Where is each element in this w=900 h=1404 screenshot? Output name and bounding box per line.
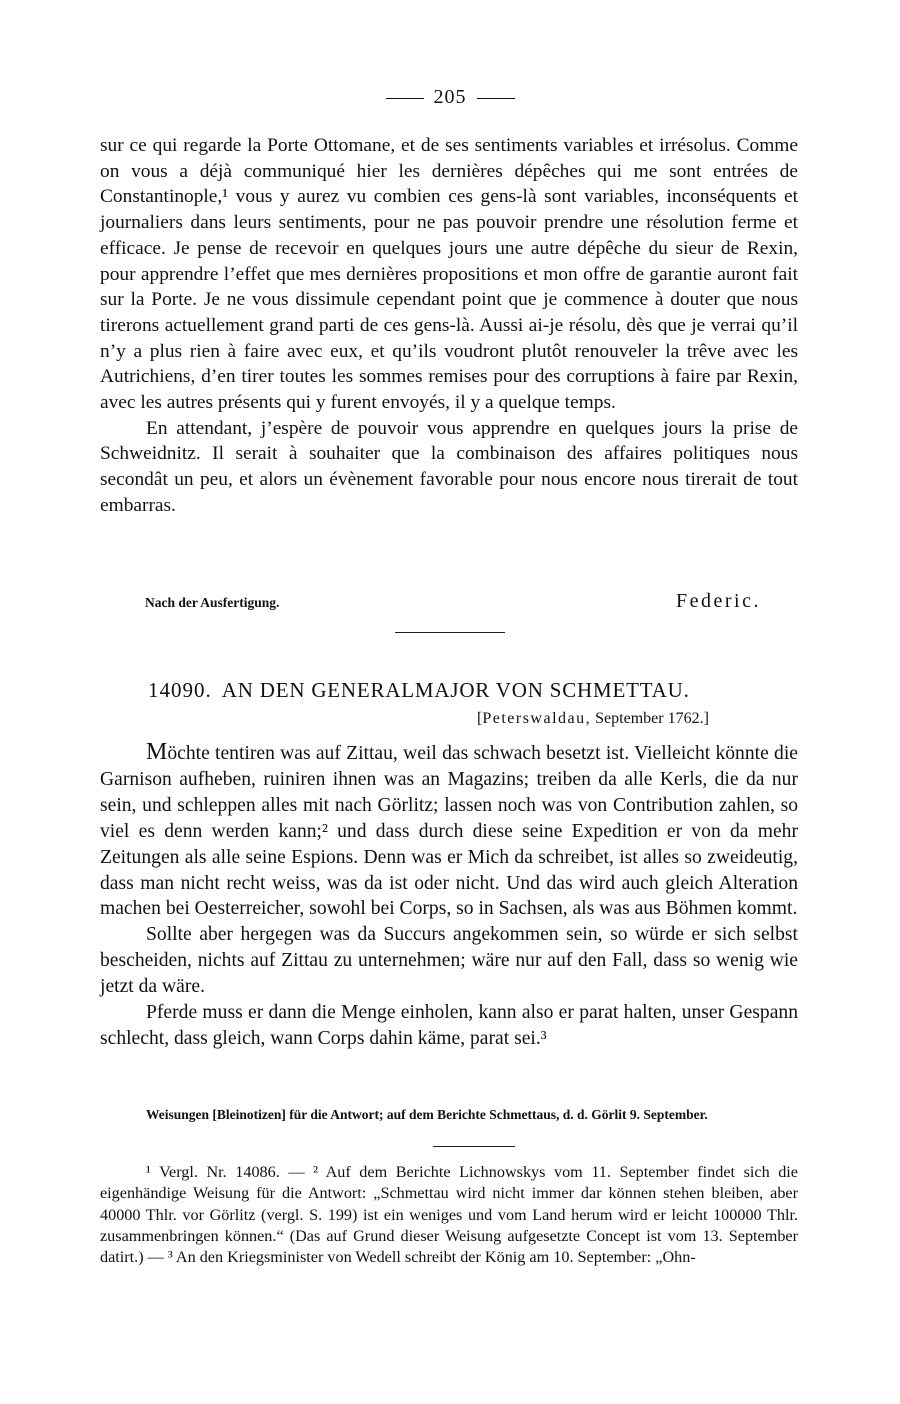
place-date-close-bracket: ]: [703, 710, 709, 727]
date: September 1762.: [595, 710, 704, 727]
page-number-dash-right: [477, 98, 515, 99]
page-number-dash-left: [386, 98, 424, 99]
document-paragraph-2: Sollte aber hergegen was da Succurs angekommen sein, so würde er sich selbst bescheiden, nichts auf Zittau zu unternehmen; wäre nur auf den Fall, dass so wenig wie jetzt da wäre.: [100, 924, 798, 998]
place: Peterswaldau,: [482, 710, 592, 727]
letter-paragraph-1: sur ce qui regarde la Porte Ottomane, et de ses sentiments variables et irrésolus. Comme on vous a déjà communiqué hier les dernières dépêches qui me sont entrées de Constantinople,¹ vous y aurez vu combien ces gens-là sont variables, inconséquents et journaliers dans leurs sentiments, pour ne pas pouvoir prendre une résolution ferme et efficace. Je pense de recevoir en quelques jours une autre dépêche du sieur de Rexin, pour apprendre l’effet que mes dernières propositions et mon offre de garantie auront fait sur la Porte. Je ne vous dissimule cependant point que je commence à douter que nous tirerons actuellement grand parti de ces gens-là. Aussi ai-je résolu, dès que je verrai qu’il n’y a plus rien à faire avec eux, et qu’ils voudront plutôt renouveler la trêve avec les Autrichiens, d’en tirer toutes les sommes remises pour des corruptions à faire par Rexin, avec les autres présents qui y furent envoyés, il y a quelque temps.: [100, 135, 798, 414]
document-number: 14090.: [148, 678, 212, 702]
place-date-open-bracket: [: [477, 710, 483, 727]
source-note: Nach der Ausfertigung.: [145, 595, 280, 610]
directive-note: [100, 1106, 798, 1123]
directive-text: Weisungen [Bleinotizen] für die Antwort; auf dem Berichte Schmettaus, d. d. Görlit 9. September.: [146, 1107, 708, 1122]
document-heading: [148, 678, 690, 703]
footnote-divider: [433, 1146, 515, 1147]
section-divider: [395, 632, 505, 633]
footnote-block: ¹ Vergl. Nr. 14086. — ² Auf dem Berichte Lichnowskys vom 11. September findet sich die eigenhändige Weisung für die Antwort: „Schmettau wird nicht immer dar können stehen bleiben, aber 40000 Thlr. vor Görlitz (vergl. S. 199) ist ein weniges und vom Land herum wird er leicht 100000 Thlr. zusammenbringen können.“ (Das auf Grund dieser Weisung aufgesetzte Concept ist vom 13. September datirt.) — ³ An den Kriegsminister von Wedell schreibt der König am 10. September: „Ohn-: [100, 1163, 798, 1267]
document-paragraph-3: Pferde muss er dann die Menge einholen, kann also er parat halten, unser Gespann schlecht, dass gleich, wann Corps dahin käme, parat sei.³: [100, 1002, 798, 1049]
document-title: AN DEN GENERALMAJOR VON SCHMETTAU.: [221, 678, 690, 702]
footnotes: [100, 1162, 798, 1268]
document-paragraph-1-text: öchte tentiren was auf Zittau, weil das schwach besetzt ist. Vielleicht könnte die Garnison aufheben, ruiniren ihnen was an Magazins; treiben da alle Kerls, die da nur sein, und schleppen alles mit nach Görlitz; lassen noch was von Contribution zahlen, so viel es denn werden kann;² und dass durch diese seine Expedition er von da mehr Zeitungen als alle seine Espions. Denn was er Mich da schreibet, ist alles so zweideutig, dass man nicht recht weiss, was da ist oder nicht. Und das wird auch gleich Alteration machen bei Oesterreicher, sowohl bei Corps, so in Sachsen, als was aus Böhmen kommt.: [100, 743, 798, 920]
page-number: [0, 86, 900, 109]
place-date: [477, 710, 709, 728]
signature: Federic.: [676, 590, 761, 612]
letter-paragraph-2: En attendant, j’espère de pouvoir vous apprendre en quelques jours la prise de Schweidnitz. Il serait à souhaiter que la combinaison des affaires politiques nous secondât un peu, et alors un évènement favorable pour nous encore nous tirerait de tout embarras.: [100, 417, 798, 516]
initial-letter: M: [146, 739, 168, 765]
page-number-value: 205: [433, 86, 467, 108]
letter-continuation: [100, 133, 798, 519]
document-body: [100, 740, 798, 1052]
document-paragraph-1: [100, 740, 798, 922]
